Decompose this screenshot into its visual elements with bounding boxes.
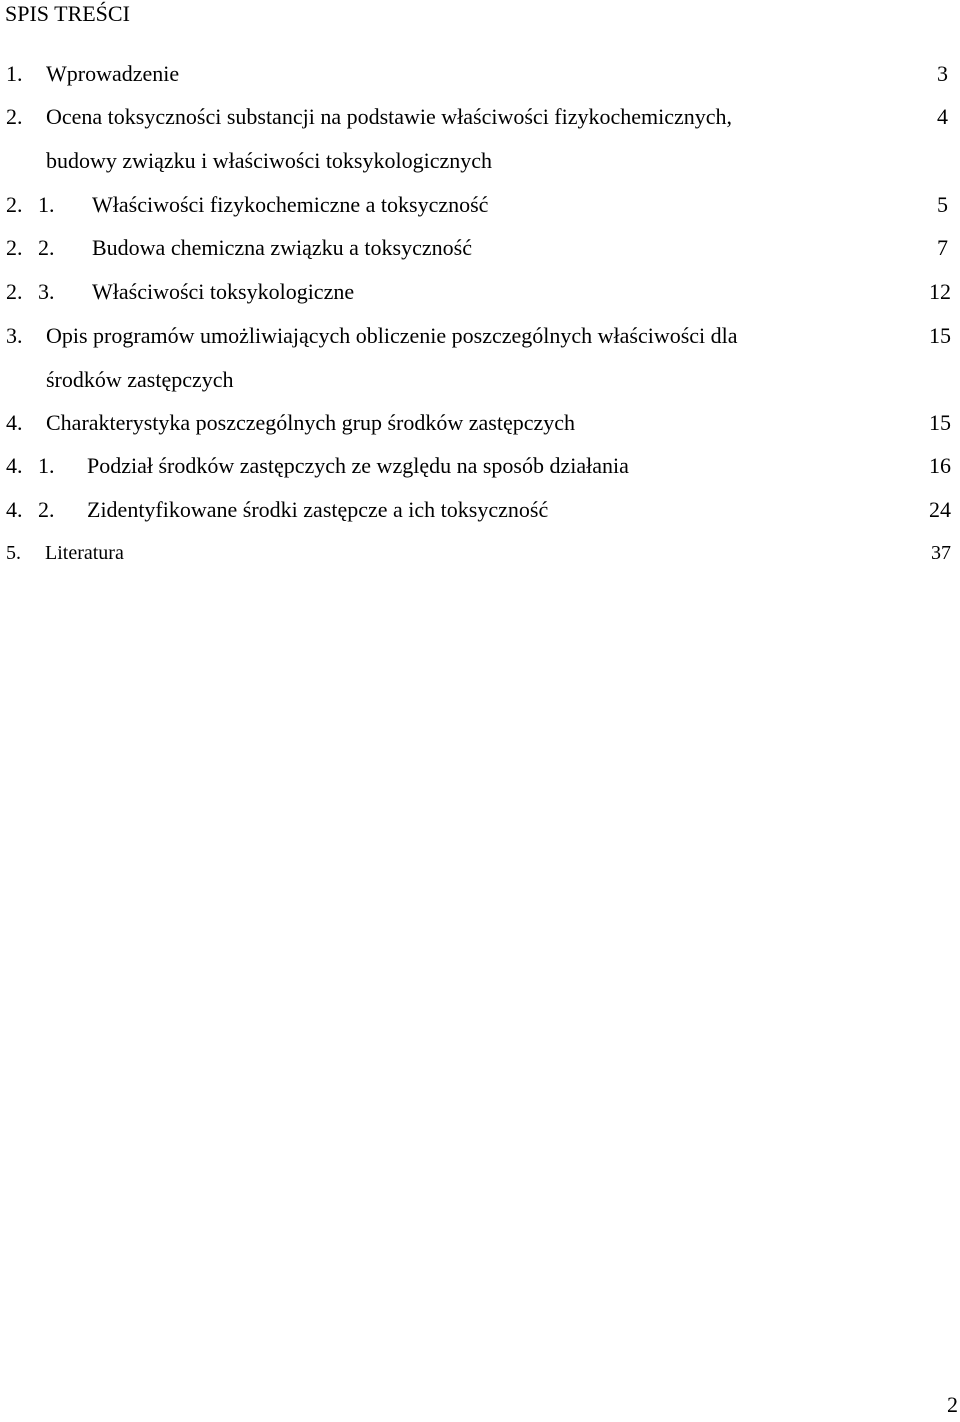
toc-entry-number: 4. 1.: [6, 453, 55, 478]
toc-entry-page: 24: [929, 497, 951, 522]
toc-entry-number: 1.: [6, 61, 23, 86]
toc-entry-number: 4.: [6, 410, 23, 435]
toc-entry-title-continued: środków zastępczych: [46, 367, 234, 392]
toc-entry-page: 16: [929, 453, 951, 478]
toc-entry-title: Właściwości toksykologiczne: [92, 279, 355, 304]
toc-entry-page: 12: [929, 279, 951, 304]
toc-entry[interactable]: [0, 410, 960, 454]
toc-entry[interactable]: [0, 192, 960, 236]
toc-entry-title: Wprowadzenie: [46, 61, 180, 86]
toc-entry-title: Podział środków zastępczych ze względu na sposób działania: [87, 453, 629, 478]
toc-entry-number: 4. 2.: [6, 497, 55, 522]
page-number: 2: [947, 1392, 958, 1417]
toc-entry-page: 15: [929, 410, 951, 435]
toc-entry-title: Charakterystyka poszczególnych grup środków zastępczych: [46, 410, 576, 435]
toc-title: SPIS TREŚCI: [5, 1, 130, 26]
toc-entry-title: Zidentyfikowane środki zastępcze a ich toksyczność: [87, 497, 549, 522]
toc-entry[interactable]: [0, 61, 960, 105]
toc-entry[interactable]: [0, 279, 960, 323]
toc-entry-title: Literatura: [45, 542, 124, 564]
toc-entry-page: 3: [937, 61, 948, 86]
toc-entry[interactable]: [0, 497, 960, 541]
toc-entry-page: 37: [931, 542, 951, 564]
toc-entry-page: 7: [937, 235, 948, 260]
toc-entry-number: 2. 1.: [6, 192, 55, 217]
toc-entry[interactable]: [0, 323, 960, 411]
toc-entry-number: 2. 2.: [6, 235, 55, 260]
toc-entry[interactable]: [0, 453, 960, 497]
toc-entry-title-continued: budowy związku i właściwości toksykologicznych: [46, 148, 493, 173]
toc-entry-number: 5.: [6, 542, 21, 564]
toc-entry-title: Opis programów umożliwiających obliczenie poszczególnych właściwości dla: [46, 323, 738, 348]
toc-entry[interactable]: [0, 104, 960, 192]
toc-entry-title: Ocena toksyczności substancji na podstawie właściwości fizykochemicznych,: [46, 104, 733, 129]
toc-entry[interactable]: [0, 235, 960, 279]
toc-entry-page: 5: [937, 192, 948, 217]
toc-entry-number: 2. 3.: [6, 279, 55, 304]
toc-entry-title: Właściwości fizykochemiczne a toksyczność: [92, 192, 489, 217]
toc-entry[interactable]: [0, 540, 960, 584]
toc-entry-page: 4: [937, 104, 948, 129]
toc-entry-title: Budowa chemiczna związku a toksyczność: [92, 235, 472, 260]
toc-entry-number: 3.: [6, 323, 23, 348]
toc-entry-page: 15: [929, 323, 951, 348]
toc-entry-number: 2.: [6, 104, 23, 129]
